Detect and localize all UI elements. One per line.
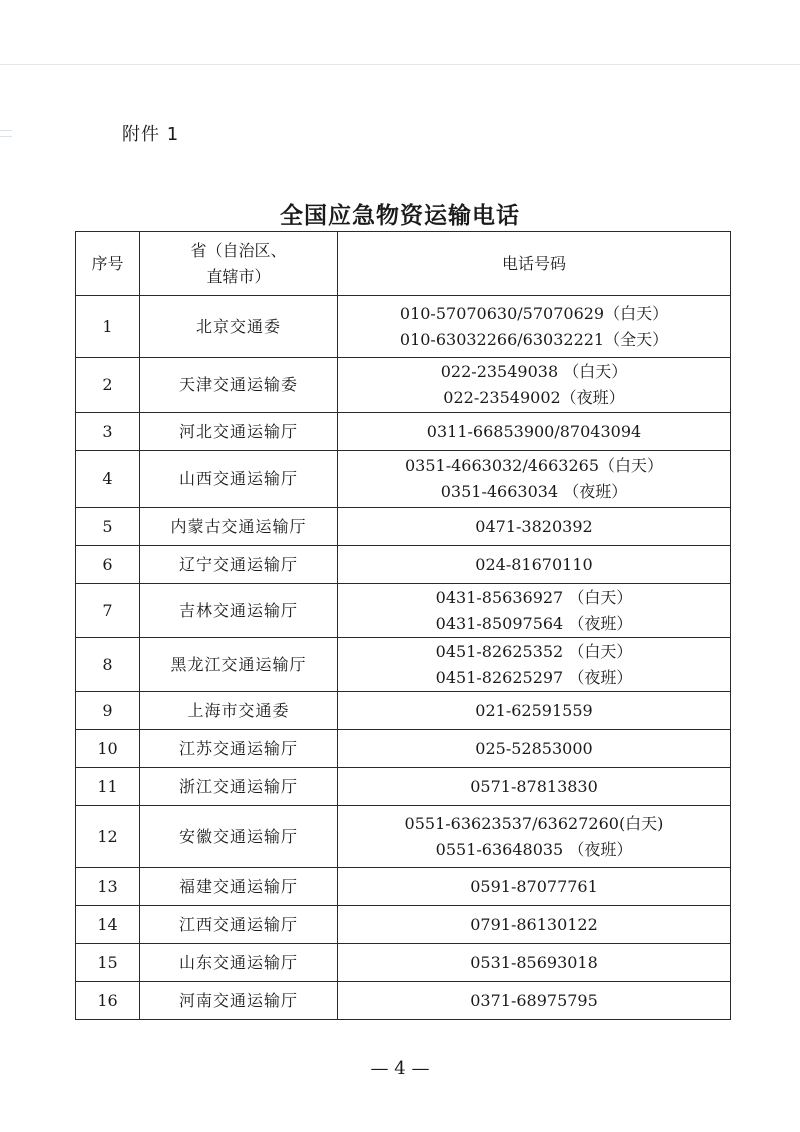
- phone-cell: [338, 806, 731, 868]
- agency-name: 河北交通运输厅: [140, 413, 338, 451]
- agency-name: 内蒙古交通运输厅: [140, 508, 338, 546]
- agency-name: 山西交通运输厅: [140, 451, 338, 508]
- table-row: [76, 768, 731, 806]
- table-header-row: [76, 232, 731, 296]
- phone-number: 0351-4663034 （夜班）: [440, 482, 628, 501]
- table-row: [76, 730, 731, 768]
- table-row: [76, 944, 731, 982]
- phone-cell: [338, 546, 731, 584]
- agency-name: 北京交通委: [140, 296, 338, 358]
- phone-cell: [338, 584, 731, 638]
- phone-number: 0311-66853900/87043094: [426, 421, 642, 441]
- row-number: 5: [76, 508, 140, 546]
- row-number: 12: [76, 806, 140, 868]
- agency-name: 安徽交通运输厅: [140, 806, 338, 868]
- table-row: [76, 692, 731, 730]
- phone-number: 0431-85636927 （白天）: [435, 587, 633, 607]
- agency-name: 辽宁交通运输厅: [140, 546, 338, 584]
- row-number: 2: [76, 358, 140, 413]
- phone-number: 024-81670110: [475, 554, 593, 574]
- phone-cell: [338, 692, 731, 730]
- attachment-label: 附件 1: [122, 124, 180, 145]
- phone-cell: [338, 906, 731, 944]
- phone-number: 0371-68975795: [470, 990, 598, 1010]
- row-number: 14: [76, 906, 140, 944]
- row-number: 6: [76, 546, 140, 584]
- row-number: 11: [76, 768, 140, 806]
- page-top-rule: [0, 64, 800, 65]
- row-number: 4: [76, 451, 140, 508]
- table-body: [76, 296, 731, 1020]
- agency-name: 黑龙江交通运输厅: [140, 638, 338, 692]
- table-row: [76, 508, 731, 546]
- header-province: [140, 232, 338, 296]
- agency-name: 吉林交通运输厅: [140, 584, 338, 638]
- agency-name: 江西交通运输厅: [140, 906, 338, 944]
- phone-cell: [338, 413, 731, 451]
- phone-cell: [338, 451, 731, 508]
- page-number: — 4 —: [370, 1058, 430, 1079]
- phone-number: 0591-87077761: [470, 876, 598, 896]
- phone-number: 0451-82625352 （白天）: [435, 641, 633, 661]
- row-number: 16: [76, 982, 140, 1020]
- agency-name: 上海市交通委: [140, 692, 338, 730]
- row-number: 13: [76, 868, 140, 906]
- row-number: 9: [76, 692, 140, 730]
- phone-number: 0451-82625297 （夜班）: [435, 667, 633, 687]
- emergency-phone-table: [75, 231, 731, 1020]
- phone-number: 022-23549002（夜班）: [443, 388, 625, 407]
- header-province-line2: 直辖市）: [206, 266, 271, 286]
- row-number: 3: [76, 413, 140, 451]
- phone-number: 022-23549038 （白天）: [440, 362, 628, 381]
- agency-name: 浙江交通运输厅: [140, 768, 338, 806]
- phone-number: 025-52853000: [475, 738, 593, 758]
- agency-name: 山东交通运输厅: [140, 944, 338, 982]
- phone-number: 0551-63623537/63627260(白天): [404, 813, 664, 833]
- phone-cell: [338, 638, 731, 692]
- row-number: 10: [76, 730, 140, 768]
- agency-name: 天津交通运输委: [140, 358, 338, 413]
- header-phone: 电话号码: [338, 232, 731, 296]
- phone-number: 0531-85693018: [470, 952, 598, 972]
- header-province-line1: 省（自治区、: [190, 240, 287, 260]
- document-title: 全国应急物资运输电话: [280, 203, 520, 229]
- phone-number: 021-62591559: [475, 700, 593, 720]
- row-number: 7: [76, 584, 140, 638]
- phone-number: 0351-4663032/4663265（白天）: [404, 456, 664, 475]
- table-row: [76, 906, 731, 944]
- table-row: [76, 546, 731, 584]
- phone-cell: [338, 768, 731, 806]
- phone-number: 010-57070630/57070629（白天）: [399, 303, 669, 323]
- phone-cell: [338, 508, 731, 546]
- scan-mark: [0, 130, 12, 131]
- table-row: [76, 584, 731, 638]
- phone-number: 0471-3820392: [475, 516, 593, 536]
- phone-cell: [338, 730, 731, 768]
- table-row: [76, 806, 731, 868]
- table-row: [76, 296, 731, 358]
- agency-name: 江苏交通运输厅: [140, 730, 338, 768]
- phone-number: 0431-85097564 （夜班）: [435, 613, 633, 633]
- phone-number: 0551-63648035 （夜班）: [435, 839, 633, 859]
- phone-cell: [338, 982, 731, 1020]
- row-number: 1: [76, 296, 140, 358]
- phone-cell: [338, 296, 731, 358]
- phone-cell: [338, 944, 731, 982]
- row-number: 15: [76, 944, 140, 982]
- phone-cell: [338, 868, 731, 906]
- phone-number: 0571-87813830: [470, 776, 598, 796]
- phone-number: 0791-86130122: [470, 914, 598, 934]
- table-row: [76, 451, 731, 508]
- table-row: [76, 638, 731, 692]
- row-number: 8: [76, 638, 140, 692]
- table-row: [76, 868, 731, 906]
- table-row: [76, 358, 731, 413]
- phone-number: 010-63032266/63032221（全天）: [399, 329, 669, 349]
- scan-mark: [0, 136, 12, 137]
- table-row: [76, 982, 731, 1020]
- phone-cell: [338, 358, 731, 413]
- table-row: [76, 413, 731, 451]
- agency-name: 河南交通运输厅: [140, 982, 338, 1020]
- header-no: 序号: [76, 232, 140, 296]
- agency-name: 福建交通运输厅: [140, 868, 338, 906]
